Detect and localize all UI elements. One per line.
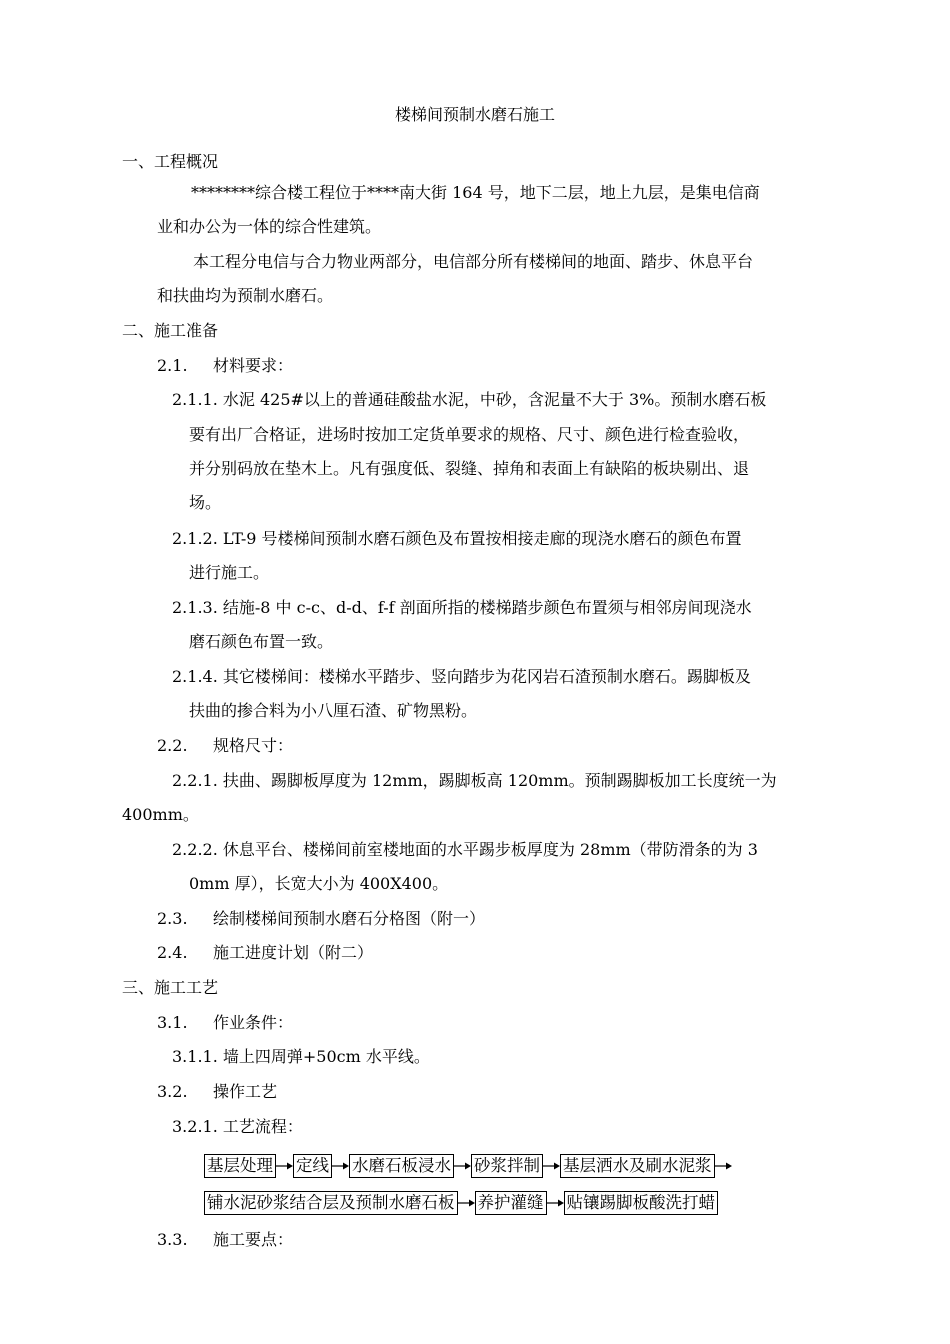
subsection-heading: 2.2. 规格尺寸：	[157, 736, 293, 755]
flow-step: 铺水泥砂浆结合层及预制水磨石板	[204, 1191, 458, 1215]
flow-step: 基层洒水及刷水泥浆	[560, 1154, 715, 1178]
paragraph-line: 2.2.1. 扶曲、踢脚板厚度为 12mm，踢脚板高 120mm。预制踢脚板加工长度统一为	[172, 771, 777, 790]
paragraph-line: 本工程分电信与合力物业两部分，电信部分所有楼梯间的地面、踏步、休息平台	[193, 252, 754, 271]
flow-step: 水磨石板浸水	[349, 1154, 454, 1178]
subsection-heading: 2.4. 施工进度计划（附二）	[157, 943, 373, 962]
paragraph-line: 业和办公为一体的综合性建筑。	[157, 217, 382, 236]
paragraph-line: 扶曲的掺合料为小八厘石渣、矿物黑粉。	[189, 701, 478, 720]
paragraph-line: 场。	[189, 493, 222, 512]
paragraph-line: ********综合楼工程位于****南大街 164 号，地下二层，地上九层，是集电信商	[191, 183, 760, 202]
arrow-right-icon	[543, 1155, 560, 1177]
flow-step: 砂浆拌制	[471, 1154, 543, 1178]
arrow-right-icon	[276, 1155, 293, 1177]
paragraph-line: 2.1.4. 其它楼梯间：楼梯水平踏步、竖向踏步为花冈岩石渣预制水磨石。踢脚板及	[172, 667, 751, 686]
arrow-right-icon	[332, 1155, 349, 1177]
paragraph-line: 3.1.1. 墙上四周弹+50cm 水平线。	[172, 1047, 430, 1066]
paragraph-line: 400mm。	[122, 805, 199, 824]
arrow-right-icon	[458, 1192, 475, 1214]
paragraph-line: 和扶曲均为预制水磨石。	[157, 286, 334, 305]
paragraph-line: 磨石颜色布置一致。	[189, 632, 334, 651]
arrow-right-icon	[715, 1155, 732, 1177]
flow-step: 养护灌缝	[475, 1191, 547, 1215]
paragraph-line: 进行施工。	[189, 563, 270, 582]
paragraph-line: 2.1.2. LT-9 号楼梯间预制水磨石颜色及布置按相接走廊的现浇水磨石的颜色布置	[172, 529, 742, 548]
paragraph-line: 2.1.1. 水泥 425#以上的普通硅酸盐水泥，中砂，含泥量不大于 3%。预制水磨石板	[172, 390, 767, 409]
paragraph-line: 3.2.1. 工艺流程：	[172, 1117, 303, 1136]
paragraph-line: 并分别码放在垫木上。凡有强度低、裂缝、掉角和表面上有缺陷的板块剔出、退	[189, 459, 750, 478]
arrow-right-icon	[454, 1155, 471, 1177]
paragraph-line: 0mm 厚），长宽大小为 400X400。	[189, 874, 449, 893]
subsection-heading: 3.2. 操作工艺	[157, 1082, 277, 1101]
paragraph-line: 要有出厂合格证，进场时按加工定货单要求的规格、尺寸、颜色进行检查验收，	[189, 425, 750, 444]
process-flow-row-2	[204, 1191, 718, 1215]
page-title: 楼梯间预制水磨石施工	[394, 105, 555, 124]
flow-step: 定线	[293, 1154, 332, 1178]
subsection-heading: 2.3. 绘制楼梯间预制水磨石分格图（附一）	[157, 909, 485, 928]
section-heading-preparation: 二、施工准备	[122, 321, 219, 340]
process-flow-row-1	[204, 1154, 732, 1178]
paragraph-line: 2.2.2. 休息平台、楼梯间前室楼地面的水平踢步板厚度为 28mm（带防滑条的为 3	[172, 840, 758, 859]
subsection-heading: 2.1. 材料要求：	[157, 356, 293, 375]
subsection-heading: 3.1. 作业条件：	[157, 1013, 293, 1032]
paragraph-line: 2.1.3. 结施-8 中 c-c、d-d、f-f 剖面所指的楼梯踏步颜色布置须与相邻房间现浇水	[172, 598, 752, 617]
subsection-heading: 3.3. 施工要点：	[157, 1230, 293, 1249]
arrow-right-icon	[547, 1192, 564, 1214]
section-heading-overview: 一、工程概况	[122, 152, 219, 171]
section-heading-process: 三、施工工艺	[122, 978, 219, 997]
flow-step: 基层处理	[204, 1154, 276, 1178]
flow-step: 贴镶踢脚板酸洗打蜡	[564, 1191, 719, 1215]
